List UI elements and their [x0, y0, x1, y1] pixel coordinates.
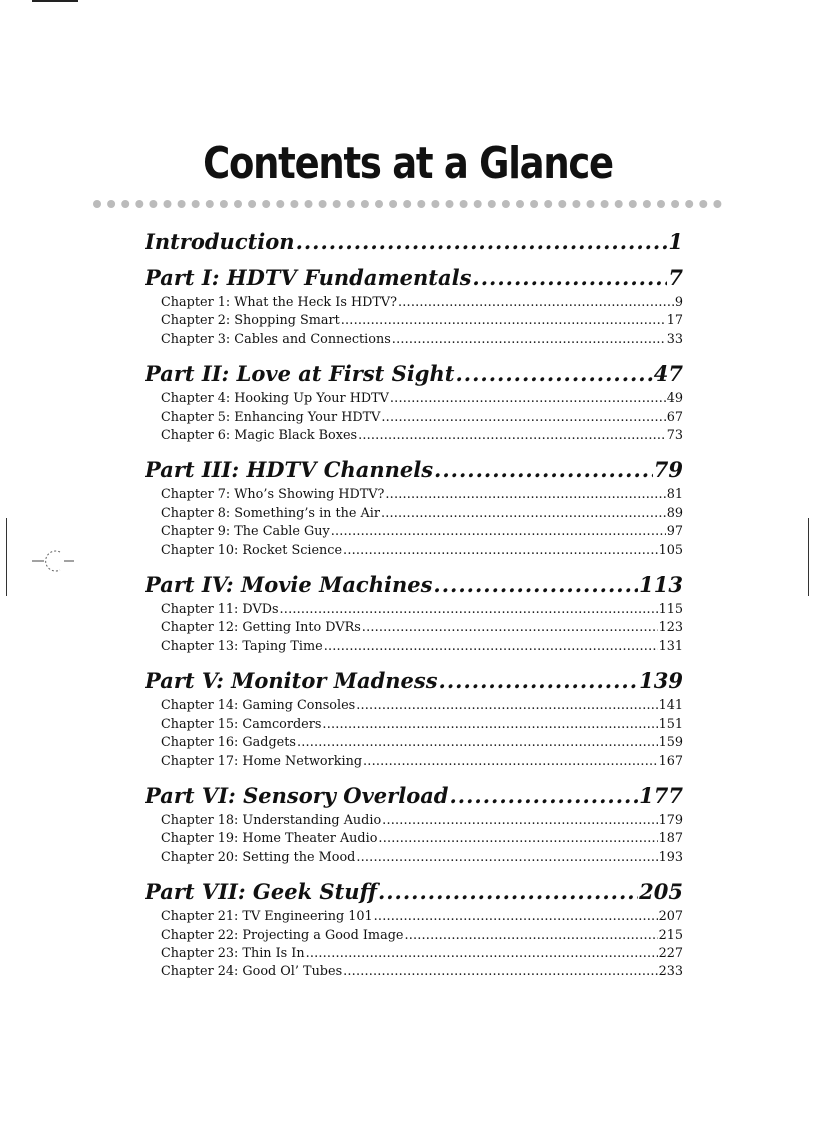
chapter-page: 49: [666, 391, 683, 407]
chapter-page: 215: [658, 927, 683, 943]
chapter-entry[interactable]: [161, 619, 683, 637]
chapter-page: 141: [658, 698, 683, 714]
dot-leader: [439, 669, 639, 693]
dot-leader: [306, 945, 658, 963]
part-label: Part V: Monitor Madness: [145, 669, 438, 694]
part-entry[interactable]: [145, 458, 683, 482]
chapter-entry[interactable]: [161, 812, 683, 830]
divider-dot: [333, 200, 341, 208]
chapter-label: Chapter 12: Getting Into DVRs: [161, 620, 361, 636]
dot-leader: [455, 362, 652, 386]
chapter-list: [161, 601, 683, 656]
part-label: Part VI: Sensory Overload: [145, 783, 449, 808]
part-label: Part VII: Geek Stuff: [145, 880, 377, 905]
part-label: Part III: HDTV Channels: [145, 458, 434, 483]
dot-leader: [343, 542, 658, 560]
divider-dot: [234, 200, 242, 208]
chapter-label: Chapter 21: TV Engineering 101: [161, 909, 373, 925]
chapter-entry[interactable]: [161, 927, 683, 945]
chapter-page: 227: [658, 945, 683, 961]
divider-dot: [375, 200, 383, 208]
dot-leader: [378, 880, 638, 904]
chapter-entry[interactable]: [161, 294, 683, 312]
chapter-list: [161, 908, 683, 982]
divider-dot: [530, 200, 538, 208]
chapter-page: 187: [658, 831, 683, 847]
introduction-entry[interactable]: [145, 230, 683, 254]
toc-part-group: [145, 880, 683, 982]
chapter-label: Chapter 24: Good Ol’ Tubes: [161, 964, 343, 980]
chapter-entry[interactable]: [161, 331, 683, 349]
dot-leader: [434, 458, 653, 482]
chapter-label: Chapter 19: Home Theater Audio: [161, 831, 378, 847]
chapter-label: Chapter 10: Rocket Science: [161, 542, 343, 558]
chapter-entry[interactable]: [161, 849, 683, 867]
chapter-page: 131: [658, 638, 683, 654]
divider-dot: [403, 200, 411, 208]
part-entry[interactable]: [145, 669, 683, 693]
crop-mark-top: [32, 0, 78, 2]
part-entry[interactable]: [145, 362, 683, 386]
chapter-label: Chapter 13: Taping Time: [161, 638, 323, 654]
dot-leader: [381, 409, 665, 427]
chapter-entry[interactable]: [161, 312, 683, 330]
chapter-label: Chapter 11: DVDs: [161, 602, 279, 618]
chapter-page: 89: [666, 505, 683, 521]
chapter-page: 73: [666, 428, 683, 444]
divider-dot: [516, 200, 524, 208]
chapter-entry[interactable]: [161, 753, 683, 771]
chapter-label: Chapter 3: Cables and Connections: [161, 331, 391, 347]
divider-dot: [206, 200, 214, 208]
divider-dot: [629, 200, 637, 208]
divider-dot: [502, 200, 510, 208]
chapter-label: Chapter 4: Hooking Up Your HDTV: [161, 391, 389, 407]
dot-leader: [472, 266, 667, 290]
table-of-contents: [145, 230, 683, 995]
chapter-page: 123: [658, 620, 683, 636]
divider-dot: [417, 200, 425, 208]
chapter-page: 81: [666, 487, 683, 503]
chapter-entry[interactable]: [161, 409, 683, 427]
dot-leader: [385, 486, 665, 504]
dot-leader: [356, 849, 657, 867]
divider-dot: [248, 200, 256, 208]
part-label: Part I: HDTV Fundamentals: [145, 266, 472, 290]
dot-leader: [280, 601, 658, 619]
part-page: 177: [639, 783, 683, 808]
dotted-divider: [92, 198, 722, 210]
divider-dot: [446, 200, 454, 208]
chapter-entry[interactable]: [161, 486, 683, 504]
divider-dot: [220, 200, 228, 208]
chapter-list: [161, 294, 683, 349]
divider-dot: [305, 200, 313, 208]
chapter-entry[interactable]: [161, 542, 683, 560]
part-entry[interactable]: [145, 880, 683, 904]
dot-leader: [331, 523, 666, 541]
chapter-label: Chapter 6: Magic Black Boxes: [161, 428, 358, 444]
toc-introduction: [145, 230, 683, 254]
divider-dot: [488, 200, 496, 208]
dot-leader: [297, 734, 658, 752]
chapter-label: Chapter 22: Projecting a Good Image: [161, 927, 404, 943]
chapter-label: Chapter 1: What the Heck Is HDTV?: [161, 295, 398, 310]
dot-leader: [374, 908, 658, 926]
divider-dot: [671, 200, 679, 208]
divider-dot: [643, 200, 651, 208]
divider-dot: [685, 200, 693, 208]
divider-dot: [192, 200, 200, 208]
divider-dot: [713, 200, 721, 208]
divider-dot: [164, 200, 172, 208]
divider-dot: [361, 200, 369, 208]
chapter-entry[interactable]: [161, 427, 683, 445]
toc-part-group: [145, 573, 683, 656]
part-page: 79: [653, 458, 683, 483]
divider-dot: [544, 200, 552, 208]
divider-dot: [121, 200, 129, 208]
chapter-page: 159: [658, 735, 683, 751]
chapter-label: Chapter 9: The Cable Guy: [161, 524, 330, 540]
chapter-entry[interactable]: [161, 945, 683, 963]
chapter-page: 167: [658, 753, 683, 769]
introduction-page: 1: [668, 230, 683, 254]
dot-leader: [450, 784, 639, 808]
part-entry[interactable]: [145, 573, 683, 597]
toc-parts: [145, 266, 683, 982]
chapter-page: 17: [666, 313, 683, 329]
chapter-entry[interactable]: [161, 734, 683, 752]
divider-dot: [149, 200, 157, 208]
chapter-entry[interactable]: [161, 601, 683, 619]
part-entry[interactable]: [145, 266, 683, 290]
divider-dot: [615, 200, 623, 208]
page-title: Contents at a Glance: [203, 138, 613, 189]
divider-dot: [587, 200, 595, 208]
divider-dot: [178, 200, 186, 208]
divider-dot: [290, 200, 298, 208]
divider-dot: [657, 200, 665, 208]
chapter-page: 193: [658, 849, 683, 865]
crop-mark-right: [808, 518, 809, 596]
introduction-label: Introduction: [145, 230, 295, 254]
dot-leader: [358, 427, 666, 445]
part-page: 113: [639, 573, 683, 598]
chapter-list: [161, 812, 683, 867]
chapter-page: 115: [658, 602, 683, 618]
registration-mark: [30, 546, 76, 576]
chapter-page: 233: [658, 964, 683, 980]
chapter-list: [161, 390, 683, 445]
toc-part-group: [145, 266, 683, 349]
dot-leader: [341, 312, 666, 330]
chapter-label: Chapter 15: Camcorders: [161, 716, 322, 732]
dot-leader: [378, 830, 657, 848]
toc-part-group: [145, 458, 683, 560]
chapter-page: 67: [666, 409, 683, 425]
crop-mark-left: [6, 518, 7, 596]
chapter-entry[interactable]: [161, 697, 683, 715]
part-label: Part II: Love at First Sight: [145, 362, 455, 387]
chapter-entry[interactable]: [161, 830, 683, 848]
divider-dot: [389, 200, 397, 208]
dot-leader: [362, 619, 658, 637]
part-page: 139: [639, 669, 683, 694]
toc-part-group: [145, 784, 683, 867]
divider-dot: [93, 200, 101, 208]
chapter-label: Chapter 20: Setting the Mood: [161, 849, 356, 865]
dot-leader: [363, 753, 658, 771]
part-label: Part IV: Movie Machines: [145, 573, 433, 598]
chapter-label: Chapter 16: Gadgets: [161, 735, 296, 751]
dot-leader: [404, 927, 657, 945]
dot-leader: [343, 963, 657, 981]
part-page: 7: [668, 266, 683, 290]
divider-dot: [572, 200, 580, 208]
divider-dot: [135, 200, 143, 208]
divider-dot: [262, 200, 270, 208]
dot-leader: [392, 331, 666, 349]
chapter-label: Chapter 14: Gaming Consoles: [161, 698, 356, 714]
chapter-label: Chapter 23: Thin Is In: [161, 945, 305, 961]
chapter-label: Chapter 7: Who’s Showing HDTV?: [161, 487, 385, 503]
chapter-entry[interactable]: [161, 716, 683, 734]
dot-leader: [382, 812, 657, 830]
chapter-page: 207: [658, 909, 683, 925]
chapter-entry[interactable]: [161, 390, 683, 408]
chapter-label: Chapter 5: Enhancing Your HDTV: [161, 409, 381, 425]
divider-dot: [558, 200, 566, 208]
dot-leader: [322, 716, 657, 734]
divider-dot: [431, 200, 439, 208]
part-entry[interactable]: [145, 784, 683, 808]
dot-leader: [390, 390, 666, 408]
dot-leader: [296, 230, 668, 254]
chapter-page: 179: [658, 812, 683, 828]
part-page: 205: [639, 880, 683, 905]
chapter-entry[interactable]: [161, 908, 683, 926]
part-page: 47: [653, 362, 683, 387]
chapter-page: 9: [674, 295, 683, 310]
divider-dot: [460, 200, 468, 208]
divider-dot: [601, 200, 609, 208]
dot-leader: [324, 638, 658, 656]
chapter-label: Chapter 17: Home Networking: [161, 753, 363, 769]
chapter-label: Chapter 8: Something’s in the Air: [161, 505, 380, 521]
divider-dot: [347, 200, 355, 208]
chapter-page: 33: [666, 331, 683, 347]
dot-leader: [398, 294, 674, 312]
chapter-list: [161, 697, 683, 771]
divider-dot: [107, 200, 115, 208]
toc-part-group: [145, 669, 683, 771]
dot-leader: [433, 573, 638, 597]
divider-dot: [699, 200, 707, 208]
divider-dot: [276, 200, 284, 208]
chapter-label: Chapter 18: Understanding Audio: [161, 812, 382, 828]
dot-leader: [381, 505, 666, 523]
chapter-page: 105: [658, 542, 683, 558]
chapter-entry[interactable]: [161, 638, 683, 656]
chapter-entry[interactable]: [161, 523, 683, 541]
chapter-list: [161, 486, 683, 560]
chapter-entry[interactable]: [161, 505, 683, 523]
chapter-entry[interactable]: [161, 963, 683, 981]
chapter-label: Chapter 2: Shopping Smart: [161, 313, 340, 329]
divider-dot: [319, 200, 327, 208]
chapter-page: 97: [666, 524, 683, 540]
toc-part-group: [145, 362, 683, 445]
divider-dot: [474, 200, 482, 208]
dot-leader: [356, 697, 657, 715]
chapter-page: 151: [658, 716, 683, 732]
